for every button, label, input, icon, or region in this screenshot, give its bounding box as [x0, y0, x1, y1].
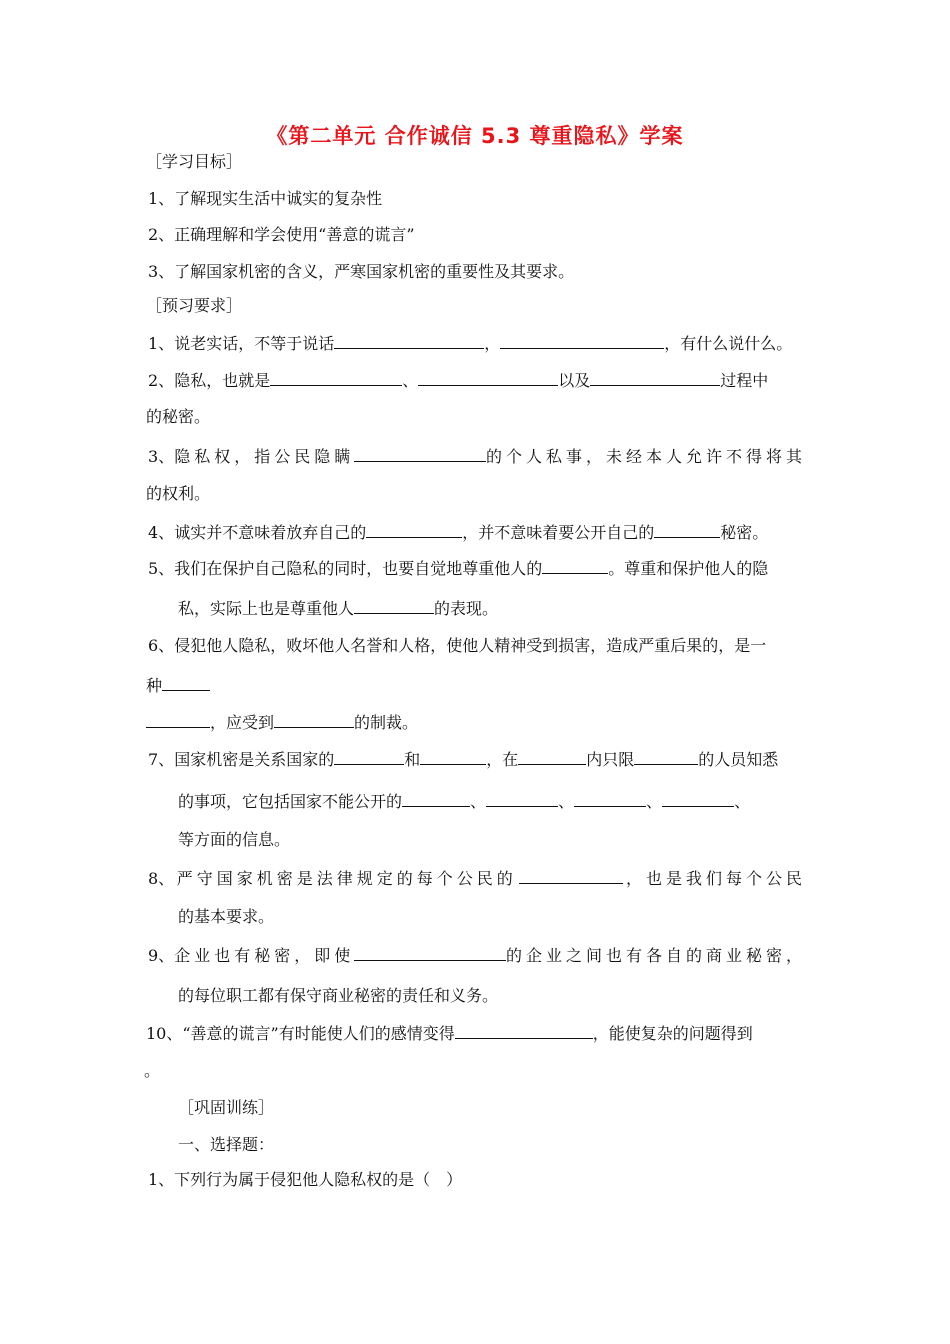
question-text: 国家机密是关系国家的 [174, 750, 335, 769]
goal-item: 3、了解国家机密的含义，严寒国家机密的重要性及其要求。 [148, 262, 575, 281]
question-text: ，有什么说什么。 [664, 334, 793, 353]
fill-blank[interactable] [354, 446, 486, 462]
goal-item: 1、了解现实生活中诚实的复杂性 [148, 189, 383, 208]
separator: 、 [558, 792, 575, 811]
question-text: ， [484, 334, 501, 353]
choice-heading: 一、选择题： [178, 1135, 275, 1154]
question-number: 8、 [148, 869, 175, 888]
question-text: ，应受到 [210, 713, 275, 732]
question-number: 4、 [148, 523, 175, 542]
question-6-continued [146, 712, 418, 733]
fill-blank[interactable] [662, 791, 734, 807]
question-9 [148, 945, 806, 966]
fill-blank[interactable] [162, 675, 210, 691]
question-7 [148, 749, 778, 770]
fill-blank[interactable] [634, 749, 698, 765]
question-number: 6、 [148, 636, 175, 655]
fill-blank[interactable] [486, 791, 558, 807]
question-2 [148, 370, 768, 391]
question-text: 、 [402, 371, 419, 390]
question-number: 2、 [148, 371, 175, 390]
fill-blank[interactable] [274, 712, 354, 728]
question-text: 秘密。 [720, 523, 769, 542]
question-text: 的个人私事，未经本人允许不得将其 [485, 447, 806, 466]
fill-blank[interactable] [270, 370, 402, 386]
question-text: 。尊重和保护他人的隐 [608, 559, 769, 578]
question-6-continued [146, 675, 210, 696]
question-2-continued: 的秘密。 [146, 407, 211, 426]
section-goals-heading: ［学习目标］ [146, 152, 243, 171]
question-text: 过程中 [720, 371, 769, 390]
question-text: 的企业之间也有各自的商业秘密， [505, 946, 806, 965]
question-7-continued: 等方面的信息。 [178, 830, 291, 849]
question-9-continued: 的每位职工都有保守商业秘密的责任和义务。 [178, 986, 499, 1005]
question-text: 私，实际上也是尊重他人 [178, 599, 355, 618]
question-text: 的表现。 [434, 599, 499, 618]
section-preview-heading: ［预习要求］ [146, 296, 243, 315]
question-text: 说老实话，不等于说话 [174, 334, 335, 353]
question-text: 隐私，也就是 [174, 371, 271, 390]
question-3-continued: 的权利。 [146, 484, 211, 503]
question-6 [148, 636, 766, 656]
fill-blank[interactable] [366, 522, 462, 538]
question-text: ，能使复杂的问题得到 [592, 1024, 753, 1043]
question-7-continued [178, 791, 750, 812]
fill-blank[interactable] [334, 333, 484, 349]
question-5 [148, 558, 768, 579]
question-number: 9、 [148, 946, 175, 965]
question-text: 种 [146, 676, 163, 695]
separator: 、 [470, 792, 487, 811]
goal-item: 2、正确理解和学会使用“善意的谎言” [148, 225, 415, 244]
question-text: ，也是我们每个公民 [625, 869, 806, 888]
choice-question-1: 1、下列行为属于侵犯他人隐私权的是（ ） [148, 1170, 463, 1189]
fill-blank[interactable] [420, 749, 486, 765]
question-text: 我们在保护自己隐私的同时，也要自觉地尊重他人的 [174, 559, 543, 578]
question-10 [146, 1023, 753, 1044]
fill-blank[interactable] [418, 370, 558, 386]
fill-blank[interactable] [500, 333, 664, 349]
fill-blank[interactable] [518, 749, 586, 765]
question-5-continued [178, 598, 498, 619]
fill-blank[interactable] [354, 598, 434, 614]
separator: 、 [734, 792, 751, 811]
question-1 [148, 333, 792, 354]
fill-blank[interactable] [334, 749, 404, 765]
question-text: 的制裁。 [354, 713, 419, 732]
question-8-continued: 的基本要求。 [178, 907, 275, 926]
fill-blank[interactable] [590, 370, 720, 386]
separator: 、 [646, 792, 663, 811]
question-number: 5、 [148, 559, 175, 578]
question-text: 的人员知悉 [698, 750, 779, 769]
question-3 [148, 446, 806, 467]
question-8 [148, 868, 806, 889]
fill-blank[interactable] [542, 558, 608, 574]
question-text: ，在 [486, 750, 519, 769]
question-number: 10、 [146, 1024, 183, 1043]
question-10-continued: 。 [144, 1061, 161, 1080]
question-number: 7、 [148, 750, 175, 769]
question-text: 以及 [558, 371, 591, 390]
fill-blank[interactable] [146, 712, 210, 728]
question-text: 诚实并不意味着放弃自己的 [174, 523, 367, 542]
question-text: 和 [404, 750, 421, 769]
question-text: 隐私权，指公民隐瞒 [174, 447, 355, 466]
question-number: 1、 [148, 334, 175, 353]
question-text: “善意的谎言”有时能使人们的感情变得 [182, 1024, 455, 1043]
question-text: 的事项，它包括国家不能公开的 [178, 792, 403, 811]
question-number: 3、 [148, 447, 175, 466]
fill-blank[interactable] [402, 791, 470, 807]
question-text: ，并不意味着要公开自己的 [462, 523, 655, 542]
fill-blank[interactable] [354, 945, 506, 961]
question-text: 内只限 [586, 750, 635, 769]
question-4 [148, 522, 768, 543]
page-title: 《第二单元 合作诚信 5.3 尊重隐私》学案 [266, 124, 684, 148]
section-practice-heading: ［巩固训练］ [178, 1098, 275, 1117]
fill-blank[interactable] [654, 522, 720, 538]
question-text: 严守国家机密是法律规定的每个公民的 [176, 869, 517, 888]
fill-blank[interactable] [455, 1023, 593, 1039]
fill-blank[interactable] [574, 791, 646, 807]
question-text: 侵犯他人隐私，败坏他人名誉和人格，使他人精神受到损害，造成严重后果的，是一 [174, 636, 767, 655]
fill-blank[interactable] [519, 868, 623, 884]
question-text: 企业也有秘密，即使 [174, 946, 355, 965]
